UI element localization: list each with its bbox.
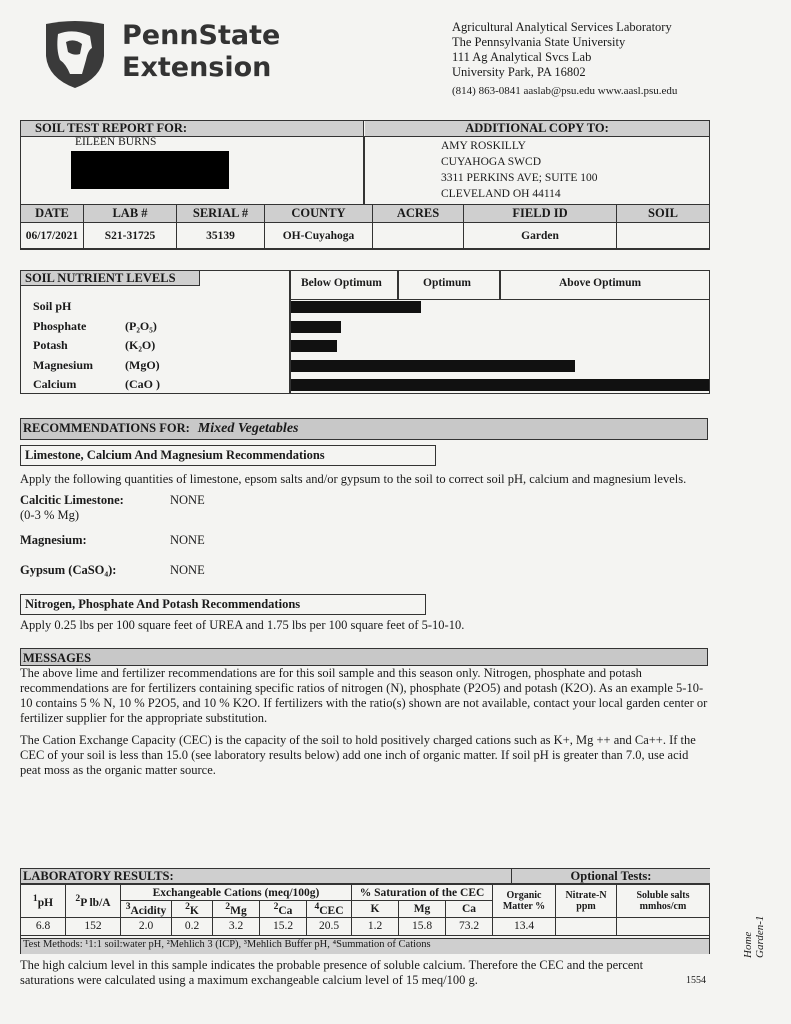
val-sat-mg: 15.8 <box>399 917 446 935</box>
nitrate-header: Nitrate-N ppm <box>556 885 617 918</box>
copy-to-label: ADDITIONAL COPY TO: <box>465 121 609 135</box>
test-methods-bar <box>21 938 709 954</box>
penn-state-lion-shield-logo <box>44 20 106 90</box>
acidity-label: Acidity <box>130 904 167 917</box>
sup: 2 <box>225 901 231 912</box>
lab-note: The high calcium level in this sample indicates the probable presence of soluble calcium. Therefore the CEC and the percent saturations were calculated using a maximum exchangeable calcium level of 15 meq/100 g. <box>20 958 644 987</box>
cec-header <box>307 901 352 918</box>
sup: 2 <box>75 893 81 904</box>
nutrient-row <box>33 356 160 376</box>
val-soluble <box>617 917 710 935</box>
sup: 1 <box>32 893 38 904</box>
k-label: K <box>189 904 199 917</box>
sample-info-table <box>20 204 710 249</box>
ph-header <box>21 885 66 918</box>
col-serial: SERIAL # <box>177 205 265 223</box>
npk-section-header: Nitrogen, Phosphate And Potash Recommendations <box>20 594 426 615</box>
redacted-address <box>71 151 229 189</box>
val-mg: 3.2 <box>213 917 260 935</box>
organic-header: Organic Matter % <box>493 885 556 918</box>
soluble-header: Soluble salts mmhos/cm <box>617 885 710 918</box>
nutrient-title: SOIL NUTRIENT LEVELS <box>25 271 176 285</box>
calcitic-value: NONE <box>170 493 205 507</box>
val-sat-ca: 73.2 <box>446 917 493 935</box>
copy-line: 3311 PERKINS AVE; SUITE 100 <box>441 172 598 184</box>
copy-line: CLEVELAND OH 44114 <box>441 188 561 200</box>
nutrient-name: Phosphate <box>33 318 87 333</box>
nutrient-row <box>33 317 160 337</box>
lime-text: Apply the following quantities of limestone, epsom salts and/or gypsum to the soil to correct soil pH, calcium and magnesium levels. <box>20 472 687 486</box>
messages-title: MESSAGES <box>23 651 92 665</box>
sat-header: % Saturation of the CEC <box>352 885 493 901</box>
val-acidity: 2.0 <box>121 917 172 935</box>
report-info-box <box>20 120 710 250</box>
mg-label: Mg <box>230 904 247 917</box>
divider-vertical <box>397 271 399 299</box>
val-p: 152 <box>66 917 121 935</box>
col-acres: ACRES <box>373 205 464 223</box>
val-organic: 13.4 <box>493 917 556 935</box>
ph-label: pH <box>37 896 54 909</box>
val-soil <box>617 223 710 249</box>
message-paragraph-2: The Cation Exchange Capacity (CEC) is the capacity of the soil to hold positively charged cations such as K+, Mg ++ and Ca++. If the CEC of your soil is less than 15.0 (see laboratory results below) add one inch of organic matter. If soil pH is greater than 7.0, use acid peat moss as the organic matter source. <box>20 733 696 777</box>
sup: 2 <box>185 901 190 912</box>
nutrient-row <box>33 375 160 395</box>
col-optimum: Optimum <box>423 277 471 289</box>
col-field: FIELD ID <box>464 205 617 223</box>
val-lab: S21-31725 <box>84 223 177 249</box>
brand-line-2: Extension <box>122 52 272 83</box>
gypsum-value: NONE <box>170 563 205 577</box>
magnesium-label: Magnesium: <box>20 533 87 547</box>
nutrient-formula: (P₂O₅) <box>125 318 157 333</box>
lab-university: The Pennsylvania State University <box>452 35 626 49</box>
col-date: DATE <box>21 205 84 223</box>
cec-label: CEC <box>319 904 344 917</box>
val-sat-k: 1.2 <box>352 917 399 935</box>
acidity-header <box>121 901 172 918</box>
optional-tests-title-bar <box>511 869 710 884</box>
val-county: OH-Cuyahoga <box>265 223 373 249</box>
copy-to-header <box>365 121 709 137</box>
val-nitrate <box>556 917 617 935</box>
nutrient-name: Magnesium <box>33 357 93 372</box>
exch-header: Exchangeable Cations (meq/100g) <box>121 885 352 901</box>
page-code: 1554 <box>686 975 706 986</box>
nutrient-row <box>33 336 160 356</box>
lab-building: 111 Ag Analytical Svcs Lab <box>452 50 592 64</box>
col-county: COUNTY <box>265 205 373 223</box>
lab-results-title-bar <box>21 869 511 884</box>
nutrient-levels-box <box>20 270 710 394</box>
lab-contact: (814) 863-0841 aaslab@psu.edu www.aasl.psu.edu <box>452 85 678 97</box>
val-acres <box>373 223 464 249</box>
lab-results-box <box>20 868 710 954</box>
lab-results-table <box>20 884 710 936</box>
lime-section-header: Limestone, Calcium And Magnesium Recommendations <box>20 445 436 466</box>
lab-city: University Park, PA 16802 <box>452 65 586 79</box>
copy-to-address <box>441 138 598 202</box>
val-ph: 6.8 <box>21 917 66 935</box>
val-ca: 15.2 <box>260 917 307 935</box>
calcitic-label: Calcitic Limestone: <box>20 493 124 507</box>
gypsum-label: Gypsum (CaSO₄): <box>20 563 117 577</box>
col-lab: LAB # <box>84 205 177 223</box>
val-k: 0.2 <box>172 917 213 935</box>
nutrient-level-bar <box>291 379 709 391</box>
val-cec: 20.5 <box>307 917 352 935</box>
recommendations-header <box>20 418 708 440</box>
nutrient-level-bar <box>291 340 337 352</box>
ca-label: Ca <box>278 904 293 917</box>
nutrient-formula: (MgO) <box>125 357 160 372</box>
nutrient-title-bar <box>21 271 200 286</box>
mg-header <box>213 901 260 918</box>
calcitic-sub: (0-3 % Mg) <box>20 508 80 522</box>
npk-text: Apply 0.25 lbs per 100 square feet of UREA and 1.75 lbs per 100 square feet of 5-10-10. <box>20 618 465 632</box>
sat-mg-header: Mg <box>399 901 446 918</box>
nutrient-name: Potash <box>33 338 68 352</box>
messages-header <box>20 648 708 666</box>
magnesium-value: NONE <box>170 533 205 547</box>
copy-line: CUYAHOGA SWCD <box>441 156 541 168</box>
nutrient-level-bar <box>291 321 341 333</box>
report-for-header <box>21 121 364 137</box>
recommendations-title: RECOMMENDATIONS FOR: <box>23 421 190 435</box>
val-serial: 35139 <box>177 223 265 249</box>
sup: 4 <box>314 901 320 912</box>
p-label: P lb/A <box>80 896 111 909</box>
lab-results-title: LABORATORY RESULTS: <box>23 869 174 883</box>
p-header <box>66 885 121 918</box>
sup: 3 <box>125 901 131 912</box>
col-soil: SOIL <box>617 205 710 223</box>
test-methods-text: Test Methods: ¹1:1 soil:water pH, ²Mehlich 3 (ICP), ³Mehlich Buffer pH, ⁴Summation of Cations <box>23 939 431 950</box>
report-for-label: SOIL TEST REPORT FOR: <box>35 121 188 135</box>
col-above-optimum: Above Optimum <box>559 277 642 289</box>
nutrient-row <box>33 297 160 317</box>
nutrient-level-bar <box>291 360 575 372</box>
side-label: Home Garden-1 <box>742 915 766 958</box>
message-paragraph-1: The above lime and fertilizer recommendations are for this soil sample and this season only. Nitrogen, phosphate and potash recommendations are for fertilizers containing specific ratios of nitrogen (N), phosphate (P2O5) and potash (K2O). As an example 5-10-10 contains 5 % N, 10 % P2O5, and 10 % K2O. If fertilizers with the ratio(s) shown are not available, contact your local garden center or fertilizer supplier for the appropriate substitution. <box>20 666 708 725</box>
divider-vertical <box>363 136 365 204</box>
nutrient-name: Soil pH <box>33 299 72 313</box>
divider-vertical <box>499 271 501 299</box>
col-below-optimum: Below Optimum <box>301 277 382 289</box>
val-field: Garden <box>464 223 617 249</box>
optional-tests-title: Optional Tests: <box>570 869 652 883</box>
nutrient-formula: (K₂O) <box>125 338 156 352</box>
nutrient-list <box>33 297 160 395</box>
report-for-name: EILEEN BURNS <box>75 136 157 148</box>
lab-address-block <box>452 20 677 99</box>
nutrient-level-bar <box>291 301 421 313</box>
sup: 2 <box>273 901 279 912</box>
nutrient-name: Calcium <box>33 377 77 391</box>
sat-ca-header: Ca <box>446 901 493 918</box>
crop-name: Mixed Vegetables <box>197 421 299 436</box>
ca-header <box>260 901 307 918</box>
brand-line-1: PennState <box>122 20 281 51</box>
divider-horizontal <box>289 299 709 300</box>
k-header <box>172 901 213 918</box>
sat-k-header: K <box>352 901 399 918</box>
nutrient-formula: (CaO ) <box>125 377 160 391</box>
copy-line: AMY ROSKILLY <box>441 140 526 152</box>
val-date: 06/17/2021 <box>21 223 84 249</box>
lab-name: Agricultural Analytical Services Laboratory <box>452 20 672 34</box>
